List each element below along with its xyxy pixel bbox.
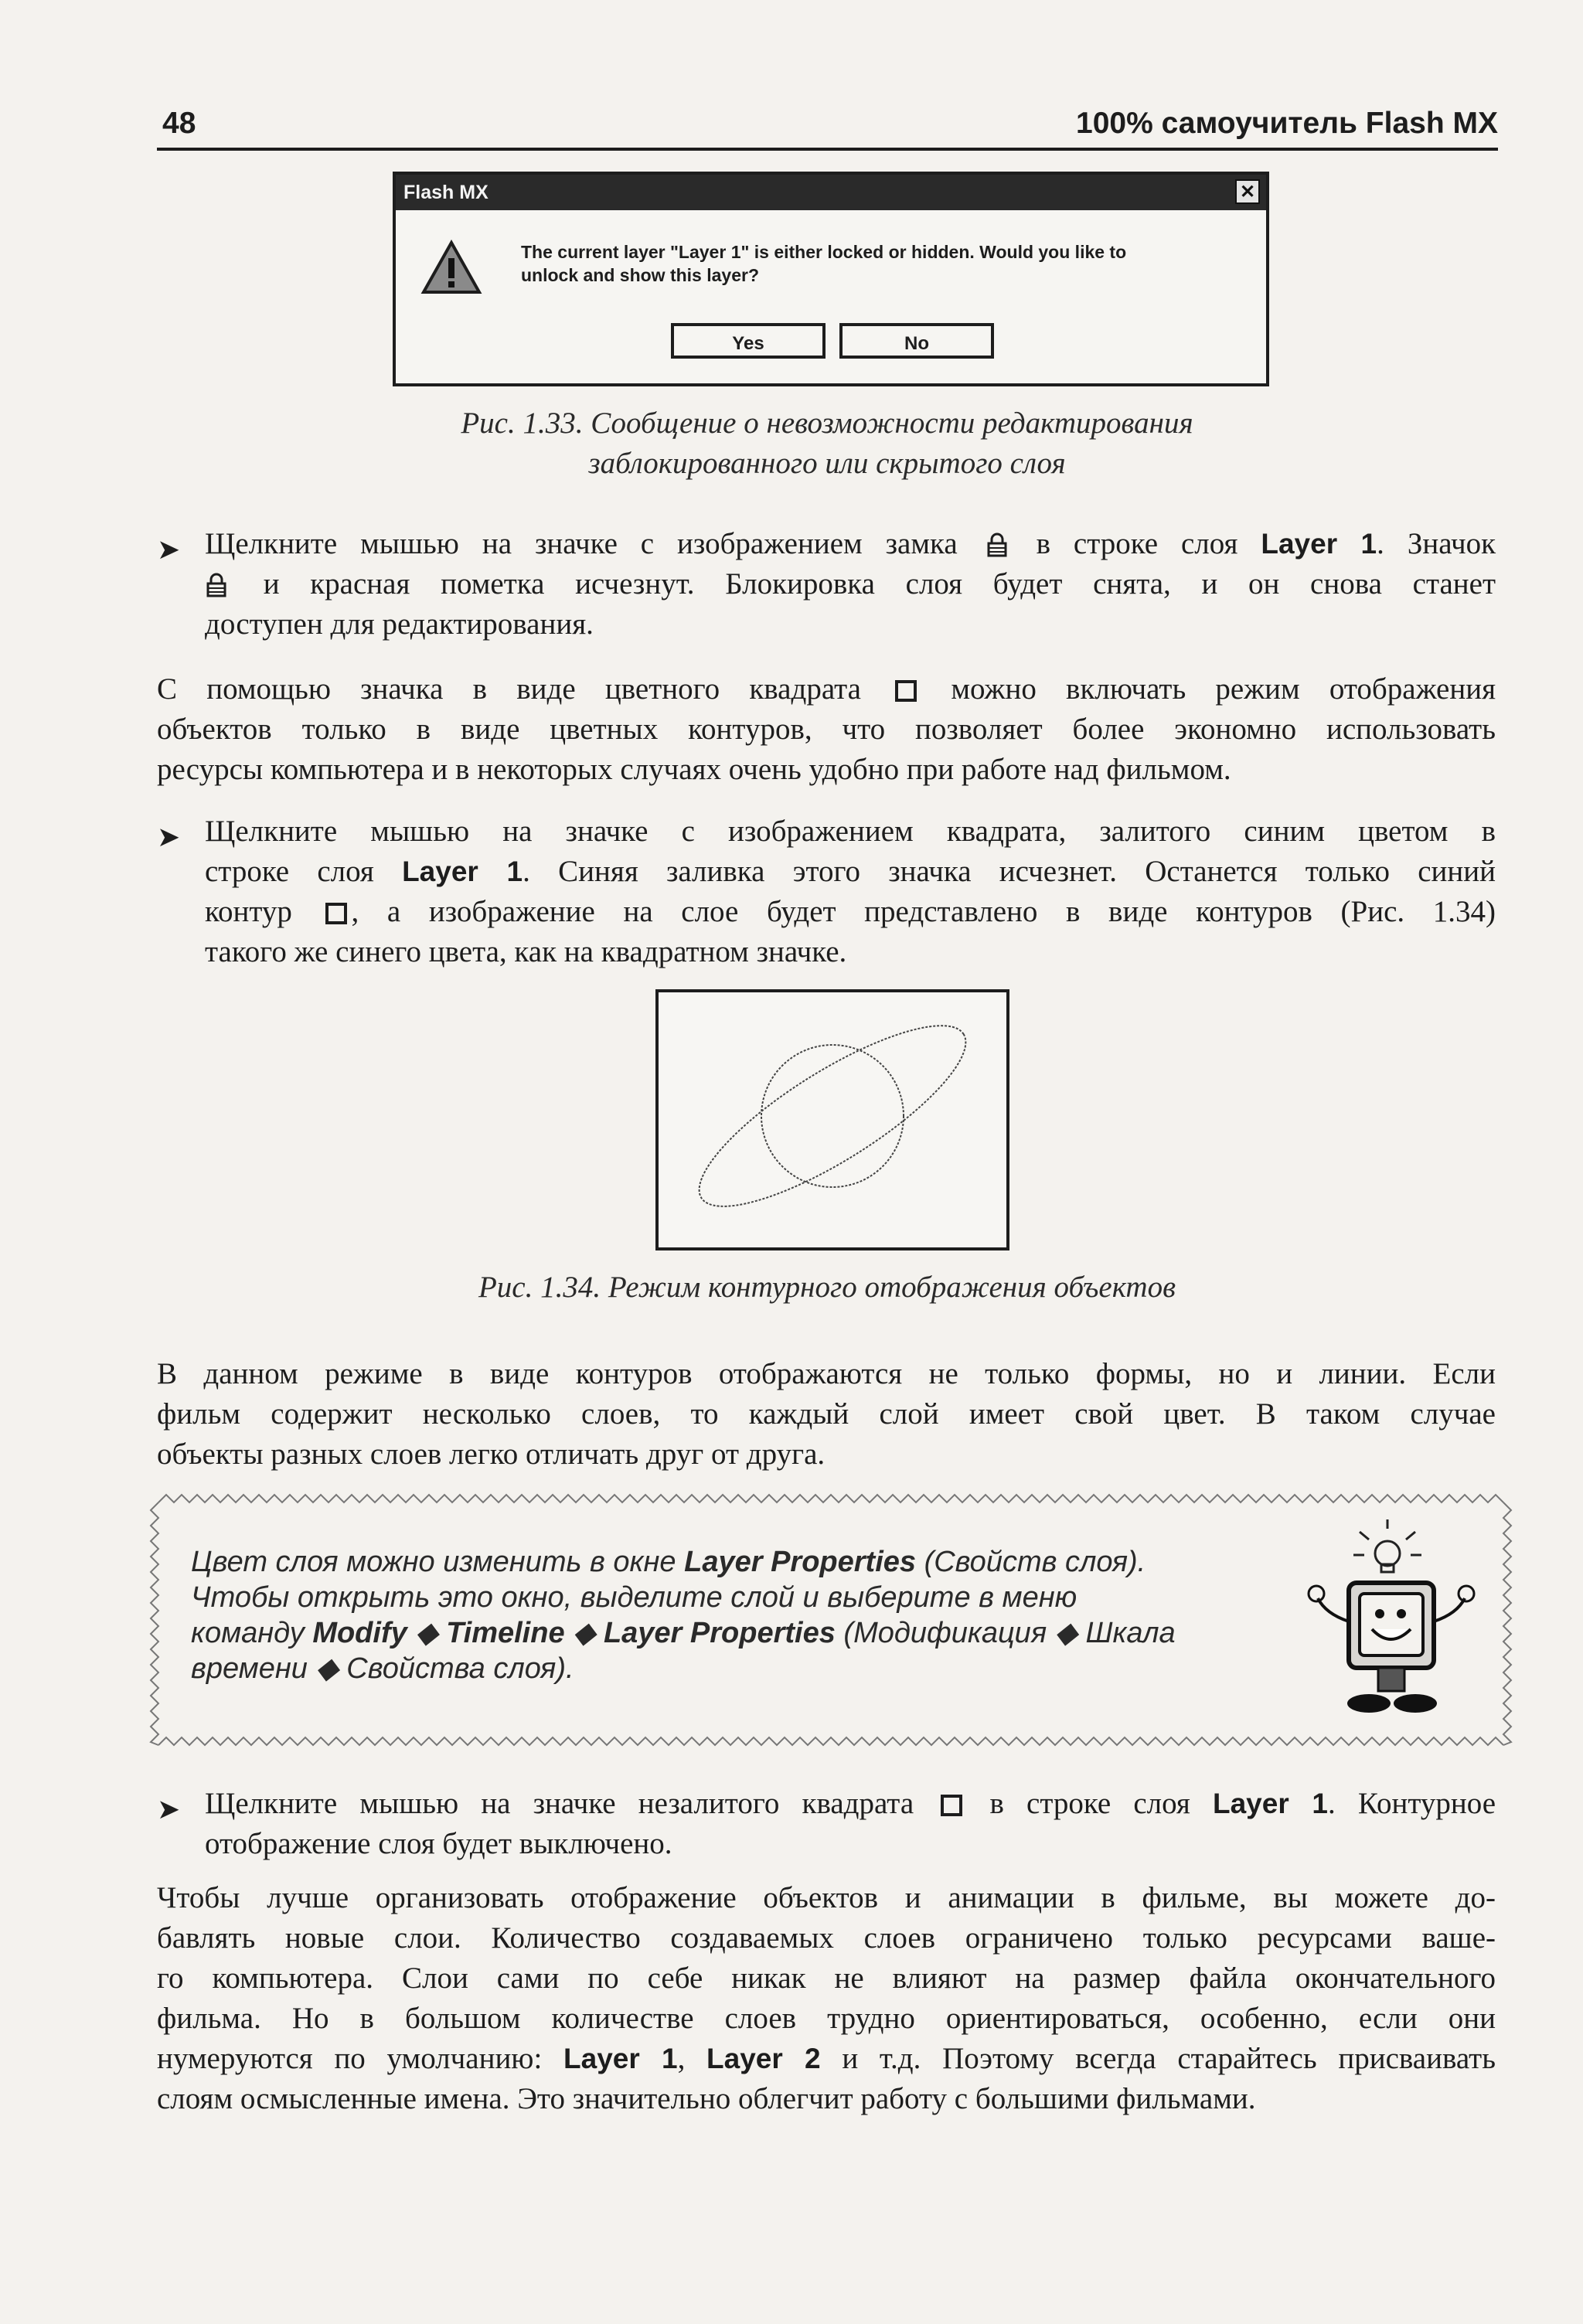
bullet-arrow: ➤	[157, 1794, 181, 1825]
figure-caption-1-33: Рис. 1.33. Сообщение о невозможности редактирования заблокированного или скрытого слоя	[461, 407, 1193, 480]
tip-box	[143, 1482, 1515, 1761]
page-number: 48	[162, 107, 196, 140]
bullet-arrow: ➤	[157, 534, 181, 565]
bullet-paragraph-3: Щелкните мышью на значке незалитого квадрата в строке слоя Layer 1. Контурное отображение слоя будет выключено.	[205, 1787, 1496, 1860]
bullet-arrow: ➤	[157, 822, 181, 852]
paragraph-1: С помощью значка в виде цветного квадрата можно включать режим отображения объектов только в виде цветных контуров, что позволяет более экономно использовать ресурсы компьютера и в некоторых случаях очень удобно при работе над фильмом.	[157, 672, 1496, 786]
figure-caption-1-34: Рис. 1.34. Режим контурного отображения объектов	[478, 1271, 1176, 1304]
paragraph-3: Чтобы лучше организовать отображение объектов и анимации в фильме, вы можете до- бавлять новые слои. Количество создаваемых слоев ограничено только ресурсами ваше- го компьютера. Слои сами по себе никак не влияют на размер файла окончательного фильма. Но в большом количестве слоев трудно ориентироваться, особенно, если они нумеруются по умолчанию: Layer 1, Layer 2 и т.д. Поэтому всегда старайтесь присваивать слоям осмысленные имена. Это значительно облегчит работу с большими фильмами.	[157, 1881, 1496, 2115]
outline-square-icon	[325, 903, 347, 924]
menu-arrow-icon: ◆	[315, 1652, 339, 1685]
lock-icon	[205, 573, 228, 597]
yes-button[interactable]: Yes	[671, 323, 826, 359]
lock-icon	[986, 533, 1009, 557]
bullet-paragraph-1: Щелкните мышью на значке с изображением замка в строке слоя Layer 1. Значок и красная пометка исчезнут. Блокировка слоя будет снята, и он снова станет доступен для редактирования.	[205, 527, 1496, 641]
paragraph-2: В данном режиме в виде контуров отображаются не только формы, но и линии. Если фильм содержит несколько слоев, то каждый слой имеет свой цвет. В таком случае объекты разных слоев легко отличать друг от друга.	[157, 1357, 1496, 1471]
unfilled-square-icon	[941, 1795, 962, 1816]
header-rule	[157, 148, 1498, 151]
flash-dialog	[393, 172, 1269, 386]
dialog-title: Flash MX	[396, 175, 1266, 210]
menu-arrow-icon: ◆	[1054, 1617, 1077, 1649]
color-square-icon	[895, 680, 917, 702]
bullet-paragraph-2: Щелкните мышью на значке с изображением квадрата, залитого синим цветом в строке слоя Layer 1. Синяя заливка этого значка исчезнет. Останется только синий контур , а изображение на слое будет представлено в виде контуров (Рис. 1.34) такого же синего цвета, как на квадратном значке.	[205, 815, 1496, 968]
no-button[interactable]: No	[839, 323, 994, 359]
outline-planet-drawing	[659, 992, 1006, 1247]
warning-icon	[420, 240, 482, 295]
menu-arrow-icon: ◆	[573, 1617, 596, 1649]
dialog-close-button[interactable]: ✕	[1235, 179, 1260, 204]
outline-figure	[655, 989, 1009, 1250]
menu-arrow-icon: ◆	[415, 1617, 438, 1649]
tip-text: Цвет слоя можно изменить в окне Layer Properties (Свойств слоя). Чтобы открыть это окно, выделите слой и выберите в меню команду Modify ◆ Timeline ◆ Layer Properties (Модификация ◆ Шкала времени ◆ Свойства слоя).	[191, 1546, 1176, 1685]
dialog-message: The current layer "Layer 1" is either locked or hidden. Would you like to unlock and show this layer?	[521, 242, 1127, 285]
computer-mascot-icon	[1295, 1513, 1480, 1737]
running-title: 100% самоучитель Flash MX	[1076, 107, 1498, 140]
